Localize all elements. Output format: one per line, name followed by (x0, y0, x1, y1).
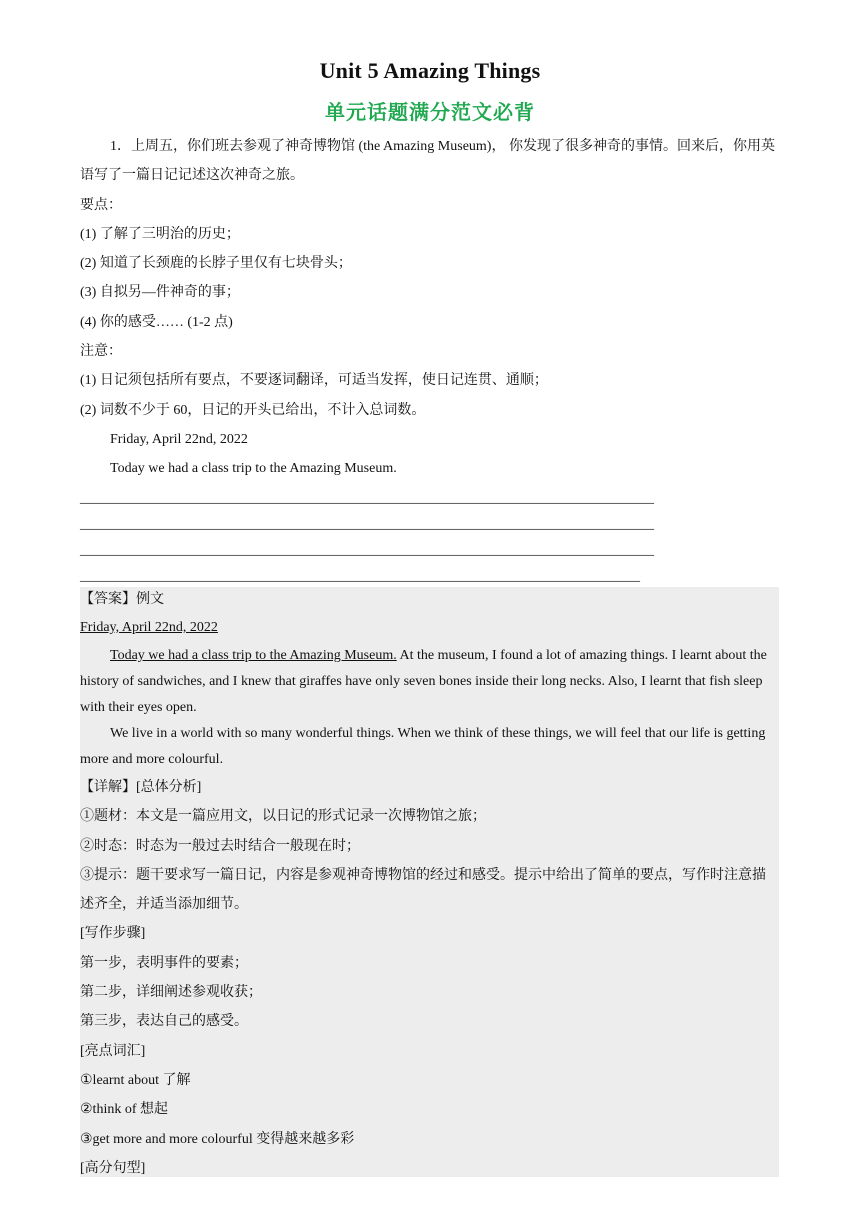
answer-line: __________________________________________________________________________________ (80, 490, 654, 506)
point-item: (1) 了解了三明治的历史； (80, 226, 240, 242)
answer-date: Friday, April 22nd, 2022 (80, 620, 218, 635)
essay-paragraph-2: We live in a world with so many wonderful things. When we think of these things, we will feel that our life is getting more and more colourful. (80, 726, 766, 767)
step-item: 第二步，详细阐述参观收获； (80, 985, 262, 1001)
vocab-item: ①learnt about 了解 (80, 1072, 191, 1088)
points-label: 要点： (80, 197, 122, 213)
essay-paragraph-1 (80, 643, 779, 721)
point-item: (3) 自拟另—件神奇的事； (80, 285, 240, 301)
essay-body: At the museum, I found a lot of amazing things. I learnt about the history of sandwiches, and I knew that giraffes have only seven bones inside their long necks. Also, I learnt that fish sleep with their eyes open. (80, 648, 767, 715)
vocab-label: [亮点词汇] (80, 1043, 146, 1059)
note-item: (1) 日记须包括所有要点，不要逐词翻译，可适当发挥，使日记连贯、通顺； (80, 373, 548, 389)
diary-date: Friday, April 22nd, 2022 (110, 431, 248, 447)
analysis-item: ①题材：本文是一篇应用文，以日记的形式记录一次博物馆之旅； (80, 809, 486, 825)
answer-line: __________________________________________________________________________________ (80, 516, 654, 532)
sentence-label: [高分句型] (80, 1160, 146, 1176)
point-item: (4) 你的感受…… (1-2 点) (80, 314, 233, 330)
question-block (80, 132, 780, 590)
answer-line: ________________________________________________________________________________ (80, 568, 640, 584)
answer-label: 【答案】例文 (80, 592, 164, 607)
vocab-item: ②think of 想起 (80, 1102, 168, 1118)
question-prompt: 1．上周五，你们班去参观了神奇博物馆 (the Amazing Museum)， 你发现了很多神奇的事情。回来后，你用英语写了一篇日记记述这次神奇之旅。 (80, 139, 775, 184)
analysis-label: 【详解】[总体分析] (80, 780, 202, 795)
step-item: 第一步，表明事件的要素； (80, 955, 248, 971)
notes-label: 注意： (80, 344, 122, 360)
analysis-item: ②时态：时态为一般过去时结合一般现在时； (80, 838, 360, 854)
point-item: (2) 知道了长颈鹿的长脖子里仅有七块骨头； (80, 256, 352, 272)
step-item: 第三步，表达自己的感受。 (80, 1014, 248, 1030)
note-item: (2) 词数不少于 60，日记的开头已给出，不计入总词数。 (80, 402, 426, 418)
vocab-item: ③get more and more colourful 变得越来越多彩 (80, 1131, 355, 1147)
answer-section (80, 587, 779, 1177)
analysis-item: ③提示：题干要求写一篇日记，内容是参观神奇博物馆的经过和感受。提示中给出了简单的要点，写作时注意描述齐全，并适当添加细节。 (80, 867, 766, 913)
steps-label: [写作步骤] (80, 926, 146, 942)
page-subtitle: 单元话题满分范文必背 (325, 102, 535, 124)
answer-line: __________________________________________________________________________________ (80, 542, 654, 558)
page-title: Unit 5 Amazing Things (319, 58, 541, 83)
essay-opening: Today we had a class trip to the Amazing Museum. (110, 648, 397, 663)
diary-opening: Today we had a class trip to the Amazing Museum. (110, 461, 397, 477)
